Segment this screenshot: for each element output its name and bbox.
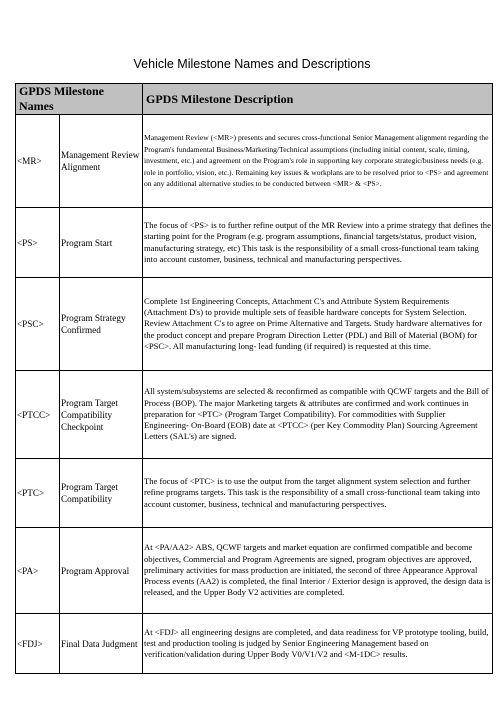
milestone-description: At <PA/AA2> ABS, QCWF targets and market equation are confirmed compatible and become objectives, Commercial and Program Agreements are signed, program objectives are approved, preliminary activities for mass production are initiated, the second of three Appearance Approval Process events (AA2) is completed, the final Interior / Exterior design is approved, the design data is released, and the Upper Body V2 activities are completed. (143, 528, 493, 614)
milestone-name: Program Target Compatibility (60, 459, 143, 528)
milestone-name: Program Approval (60, 528, 143, 614)
milestone-table (15, 83, 493, 674)
milestone-description: Complete 1st Engineering Concepts, Attachment C's and Attribute System Requirements (Attachment D's) to provide multiple sets of feasible hardware concepts for System Selection. Review Attachment C's to agree on Prime Alternative and Targets. Study hardware alternatives for the product concept and prepare Program Direction Letter (PDL) and Bill of Material (BOM) for <PSC>. All manufacturing long- lead funding (if required) is requested at this time. (143, 278, 493, 371)
milestone-description: All system/subsystems are selected & reconfirmed as compatible with QCWF targets and the Bill of Process (BOP). The major Marketing targets & attributes are confirmed and work continues in preparation for <PTC> (Program Target Compatibility). For commodities with Supplier Engineering- On-Board (EOB) date at <PTCC> (per Key Commodity Plan) Sourcing Agreement Letters (SAL's) are signed. (143, 371, 493, 459)
milestone-code: <MR> (16, 115, 60, 208)
table-row (16, 528, 493, 614)
milestone-name: Final Data Judgment (60, 614, 143, 674)
table-row (16, 208, 493, 278)
header-milestone-description: GPDS Milestone Description (143, 84, 493, 115)
header-milestone-names: GPDS Milestone Names (16, 84, 143, 115)
table-row (16, 614, 493, 674)
milestone-name: Management Review Alignment (60, 115, 143, 208)
milestone-code: <PTC> (16, 459, 60, 528)
milestone-code: <PSC> (16, 278, 60, 371)
table-row (16, 371, 493, 459)
milestone-code: <FDJ> (16, 614, 60, 674)
milestone-description: The focus of <PS> is to further refine output of the MR Review into a prime strategy that defines the starting point for the Program (e.g. program assumptions, financial targets/status, product vision, manufacturing strategy, etc) This task is the responsibility of a small cross-functional team taking into account customer, business, technical and manufacturing perspectives. (143, 208, 493, 278)
milestone-description: Management Review (<MR>) presents and secures cross-functional Senior Management alignment regarding the Program's fundamental Business/Marketing/Technical assumptions (including initial content, scale, timing, investment, etc.) and agreement on the Program's role in supporting key corporate strategic/business needs (e.g. role in portfolio, vision, etc.). Remaining key issues & workplans are to be resolved prior to <PS> and agreement on any additional alternative studies to be conducted between <MR> & <PS>. (143, 115, 493, 208)
table-header-row (16, 84, 493, 115)
milestone-name: Program Start (60, 208, 143, 278)
milestone-name: Program Strategy Confirmed (60, 278, 143, 371)
milestone-code: <PS> (16, 208, 60, 278)
milestone-code: <PTCC> (16, 371, 60, 459)
table-row (16, 115, 493, 208)
page-title: Vehicle Milestone Names and Descriptions (133, 57, 371, 71)
milestone-description: The focus of <PTC> is to use the output from the target alignment system selection and further refine programs targets. This task is the responsibility of a small cross-functional team taking into account customer, business, technical and manufacturing perspectives. (143, 459, 493, 528)
table-row (16, 459, 493, 528)
table-row (16, 278, 493, 371)
milestone-description: At <FDJ> all engineering designs are completed, and data readiness for VP prototype tooling, build, test and production tooling is judged by Senior Engineering Management based on verification/validation during Upper Body V0/V1/V2 and <M-1DC> results. (143, 614, 493, 674)
milestone-name: Program Target Compatibility Checkpoint (60, 371, 143, 459)
milestone-code: <PA> (16, 528, 60, 614)
